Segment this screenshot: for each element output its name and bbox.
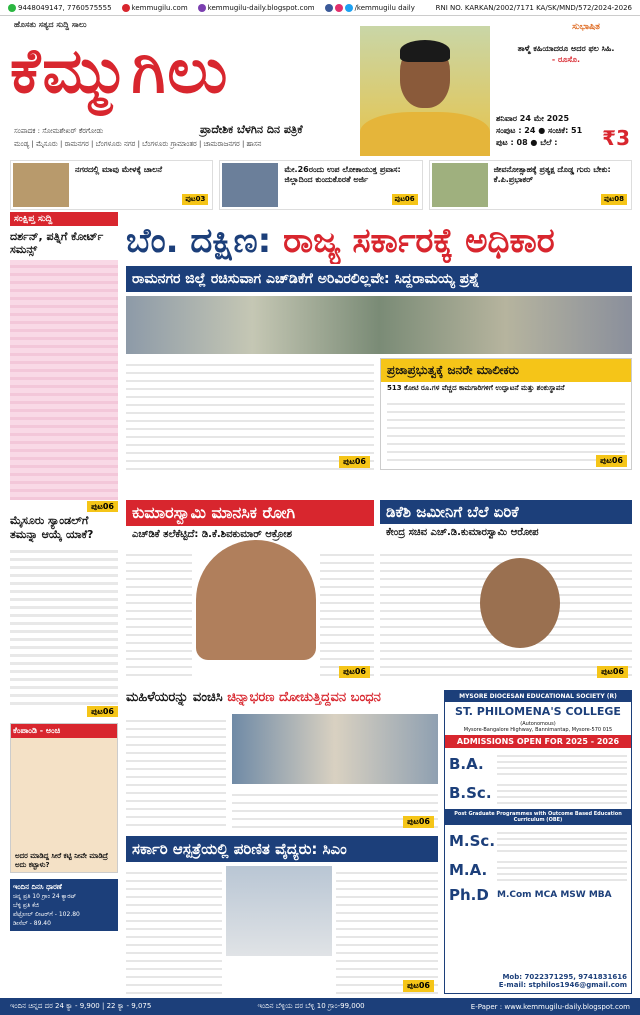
social-info[interactable]: /kemmugilu daily [325,4,415,12]
college-advertisement[interactable] [444,690,632,994]
program-degree: Ph.D [449,886,489,904]
brief-body [10,545,118,705]
program-subjects [497,780,627,806]
phone-info: 9448049147, 7760575555 [8,4,112,12]
page-ref[interactable]: ಪುಟ06 [339,666,370,678]
market-line: ಡೀಸೆಲ್ - 89.40 [13,920,51,928]
program-subjects [497,857,627,883]
dks-headline[interactable]: ಡಿಕೆಶಿ ಜಮೀನಿಗೆ ಬೆಲೆ ಏರಿಕೆ [380,500,632,524]
teaser-text: ನಗರದಲ್ಲಿ ಮಾವು ಮೇಳಕ್ಕೆ ಚಾಲನೆ [75,165,163,174]
sidebar-header: ಸಂಕ್ಷಿಪ್ತ ಸುದ್ದಿ [10,212,118,226]
twitter-icon [345,4,353,12]
teaser-row [10,160,632,210]
page-ref: ಪುಟ06 [392,194,418,205]
brief-body [10,260,118,500]
footer-epaper-link[interactable]: E-Paper : www.kemmugilu-daily.blogspot.com [470,1002,630,1011]
lead-subheadline: ರಾಮನಗರ ಜಿಲ್ಲೆ ರಚಿಸುವಾಗ ಎಚ್‌ಡಿಕೆಗೆ ಅರಿವಿರಲಿಲ್ಲವೇ: ಸಿದ್ದರಾಮಯ್ಯ ಪ್ರಶ್ನೆ [126,266,632,292]
kumaraswamy-body [126,548,192,676]
lead-body-text [126,358,374,470]
districts-line: ಮಂಡ್ಯ | ಮೈಸೂರು | ರಾಮನಗರ | ಬೆಂಗಳೂರು ನಗರ | ಬೆಂಗಳೂರು ಗ್ರಾಮಾಂತರ | ಚಾಮರಾಜನಗರ | ಹಾಸನ [14,140,262,148]
page-ref[interactable]: ಪುಟ06 [403,816,434,828]
hospital-body [126,866,222,994]
program-degree: B.Sc. [449,784,492,802]
issue-date: ಶನಿವಾರ 24 ಮೇ 2025 [496,114,570,123]
lead-photo [126,296,632,354]
democracy-body [387,397,625,465]
page-ref[interactable]: ಪುಟ06 [87,706,118,717]
market-header: ಇಂದಿನ ದಿನಸಿ ಧಾರಣೆ [13,882,62,891]
ad-program [449,886,627,904]
masthead-subtitle: ಪ್ರಾದೇಶಿಕ ಬೆಳಗಿನ ದಿನ ಪತ್ರಿಕೆ [200,123,303,136]
cartoon-panel [10,723,118,873]
mail-icon [122,4,130,12]
ad-admissions: ADMISSIONS OPEN FOR 2025 - 2026 [445,735,631,748]
page-ref[interactable]: ಪುಟ06 [87,501,118,512]
gold-headline-b: ಚಿನ್ನಾಭರಣ ದೋಚುತ್ತಿದ್ದವನ ಬಂಧನ [227,690,381,705]
ad-pg-banner: Post Graduate Programmes with Outcome Based Education Curriculum (OBE) [445,809,631,825]
kumaraswamy-headline[interactable]: ಕುಮಾರಸ್ವಾಮಿ ಮಾನಸಿಕ ರೋಗಿ [126,500,374,526]
teaser-text: ಮೇ.26ರಂದು ಉಪ ಲೋಕಾಯುಕ್ತ ಪ್ರವಾಸ: ಜಿಲ್ಲಾದಿಂದ ಕುಂದುಕೊರತೆ ಅರ್ಜಿ [284,165,401,185]
blog-info[interactable]: kemmugilu-daily.blogspot.com [198,4,315,12]
masthead-tagline: ಹೊಸತು ಸತ್ಯದ ಸುದ್ದಿ ಸಾಲು [14,20,87,29]
democracy-headline[interactable]: ಪ್ರಜಾಪ್ರಭುತ್ವಕ್ಕೆ ಜನರೇ ಮಾಲೀಕರು [381,359,631,382]
kumaraswamy-sub: ಎಚ್‌ಡಿಕೆ ತಲೆಕೆಟ್ಟಿದೆ: ಡಿ.ಕೆ.ಶಿವಕುಮಾರ್ ಆಕ್ರೋಶ [132,529,292,540]
issue-info [496,113,634,157]
lead-headline[interactable] [126,218,632,264]
ad-college-sub: (Autonomous) [520,721,556,727]
lead-headline-part1: ಬೆಂ. ದಕ್ಷಿಣ: [126,221,272,261]
instagram-icon [335,4,343,12]
brief-title[interactable]: ದರ್ಶನ್, ಪತ್ನಿಗೆ ಕೋರ್ಟ್ ಸಮನ್ಸ್ [10,230,104,257]
quote-label: ಸುಭಾಷಿತ [572,22,600,32]
phone-icon [8,4,16,12]
program-degree: M.Sc. [449,832,496,850]
market-line: ಚಿನ್ನ ಪ್ರತಿ 10 ಗ್ರಾಂ 24 ಕ್ಯಾರಟ್ [13,893,77,901]
facebook-icon [325,4,333,12]
teaser-thumbnail [222,163,278,207]
teaser-thumbnail [13,163,69,207]
quote-text: ತಾಳ್ಮೆ ಕಹಿಯಾದರೂ ಅದರ ಫಲ ಸಿಹಿ. [517,44,615,53]
top-contact-bar [0,0,640,16]
program-degree: M.A. [449,861,488,879]
footer-gold-rate: ಇಂದಿನ ಚಿನ್ನದ ದರ 24 ಕ್ಯಾ - 9,900 | 22 ಕ್ಯಾ - 9,075 [10,1002,152,1010]
dks-sub: ಕೇಂದ್ರ ಸಚಿವ ಎಚ್.ಡಿ.ಕುಮಾರಸ್ವಾಮಿ ಆರೋಪ [386,527,539,538]
teaser-thumbnail [432,163,488,207]
cartoon-header: ಕೆಂಪಾಂಡಿ - ಅಂಚಿ [11,724,117,738]
web-icon [198,4,206,12]
gold-headline-a: ಮಹಿಳೆಯರನ್ನು ವಂಚಿಸಿ [126,690,223,705]
ad-contact [449,973,627,989]
democracy-story [380,358,632,470]
ad-program [449,857,627,883]
gold-theft-story [126,714,438,830]
ad-program [449,828,627,854]
democracy-sub: 513 ಕೋಟಿ ರೂ.ಗಳ ವೆಚ್ಚದ ಕಾಮಗಾರಿಗಳಿಗೆ ಉದ್ಘಾಟನೆ ಮತ್ತು ಶಂಕುಸ್ಥಾಪನೆ [387,384,565,392]
quote-box [500,22,632,107]
program-subjects [497,751,627,777]
ad-phone: Mob: 7022371295, 9741831616 [502,973,627,981]
page-ref: ಪುಟ08 [601,194,627,205]
page-ref[interactable]: ಪುಟ06 [596,455,627,467]
program-subjects [497,828,627,854]
ad-other-programs: M.Com MCA MSW MBA [497,890,612,900]
masthead-title: ಕೆಮ್ಮುಗಿಲು [10,34,230,107]
market-line: ಪೆಟ್ರೋಲ್ ಲೀಟರ್‌ಗೆ - 102.80 [13,911,80,919]
dks-story [380,500,632,680]
hospital-photo [226,866,332,956]
hospital-story [126,866,438,994]
program-degree: B.A. [449,755,484,773]
teaser-text: ಜೀವನೋತ್ಸಾಹಕ್ಕೆ ಪ್ರತ್ಯಕ್ಷ ದೊಡ್ಡ ಗುರು ಬೇಕು: ಕೆ.ಪಿ.ಪ್ರಭಾಕರ್ [493,165,611,185]
police-photo [232,714,438,784]
page-ref: ಪುಟ03 [182,194,208,205]
gold-body [126,714,226,830]
ad-program [449,751,627,777]
hospital-headline[interactable]: ಸರ್ಕಾರಿ ಆಸ್ಪತ್ರೆಯಲ್ಲಿ ಪರಿಣಿತ ವೈದ್ಯರು: ಸಿಎಂ [126,836,438,862]
kumaraswamy-body-2 [320,548,374,676]
issue-price: ₹3 [602,126,630,150]
page-ref[interactable]: ಪುಟ06 [339,456,370,468]
rni-number: RNI NO. KARKAN/2002/7171 KA/SK/MND/572/2024-2026 [435,3,632,12]
footer-silver-rate: ಇಂದಿನ ಬೆಳ್ಳಿಯ ದರ ಬೆಳ್ಳಿ 10 ಗ್ರಾಂ-99,000 [257,1002,365,1010]
sidebar-briefs [10,212,118,1012]
cartoon-caption: ಅದರ ಮಾಡಿದ್ದ ಸೀರೆ ಕಟ್ಟಿ ನೀವೇ ಮಾಡಿದ್ರೆ ಅದು ಕಟ್ಟಾಳು? [15,851,109,869]
teaser-item[interactable] [10,160,213,210]
market-line: ಬೆಳ್ಳಿ ಪ್ರತಿ ಕೆಜಿ [13,902,40,910]
teaser-item[interactable] [219,160,422,210]
brief-title[interactable]: ಮೈಸೂರು ಸ್ಯಾಂಡಲ್‌ಗೆ ತಮನ್ನಾ ಆಯ್ಕೆ ಯಾಕೆ? [10,514,94,541]
gold-theft-headline[interactable] [126,690,438,712]
kumaraswamy-story [126,500,374,680]
hdk-photo [480,558,560,648]
market-rates [10,879,118,932]
issue-volume: ಸಂಪುಟ : 24 ● ಸಂಚಿಕೆ: 51 [496,126,583,135]
ad-address: Mysore-Bangalore Highway, Bannimantap, Mysore-570 015 [463,727,613,733]
hospital-body-2 [336,866,438,994]
ad-college-name: ST. PHILOMENA'S COLLEGE [455,705,621,718]
quote-author: - ರೂಸೊ. [551,54,581,64]
ad-society: MYSORE DIOCESAN EDUCATIONAL SOCIETY (R) [445,691,631,702]
page-ref[interactable]: ಪುಟ06 [403,980,434,992]
editor-line: ಸಂಪಾದಕ : ಸೋಮಶೇಖರ್ ಕೆರಗೋಡು [14,127,104,135]
lead-headline-part2: ರಾಜ್ಯ ಸರ್ಕಾರಕ್ಕೆ ಅಧಿಕಾರ [283,221,555,261]
footer-bar [0,998,640,1015]
issue-pages: ಪುಟ : 08 ● ಬೆಲೆ : [496,138,558,147]
featured-portrait [360,26,490,156]
email-info[interactable]: kemmugilu.com [122,4,188,12]
ad-program [449,780,627,806]
dk-shivakumar-photo [196,540,316,660]
page-ref[interactable]: ಪುಟ06 [597,666,628,678]
teaser-item[interactable] [429,160,632,210]
ad-email: E-mail: stphilos1946@gmail.com [498,981,627,989]
